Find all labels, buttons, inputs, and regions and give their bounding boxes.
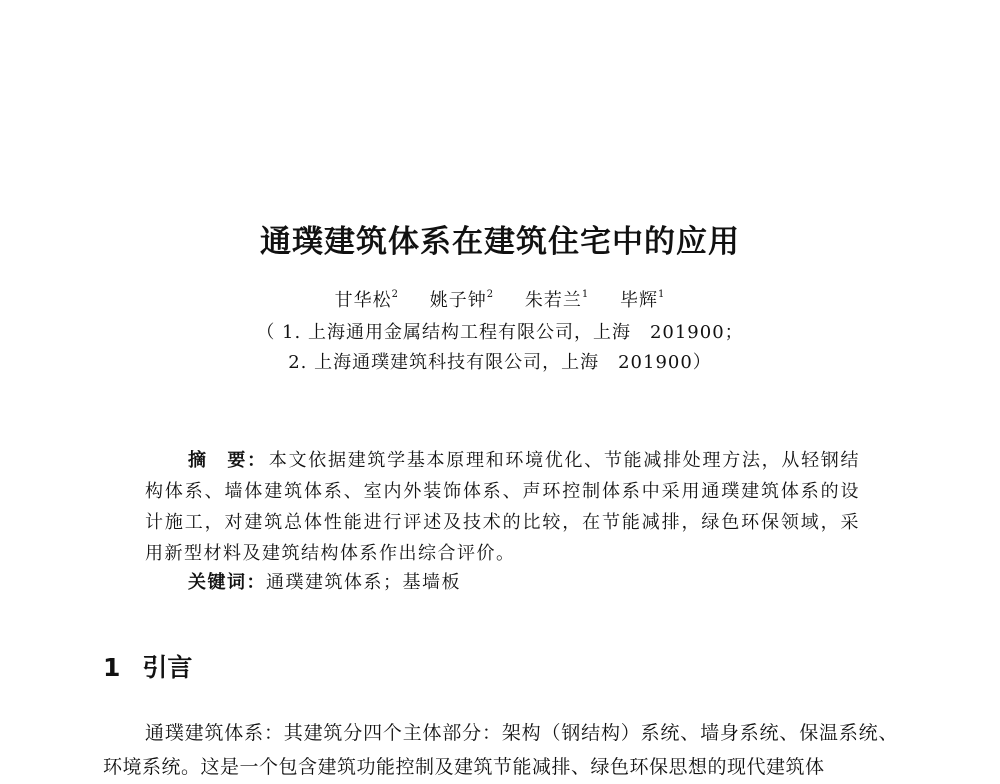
author: 毕辉$^1$ (619, 289, 666, 311)
affiliation-line: （ 1. 上海通用金属结构工程有限公司，上海 201900； (256, 322, 744, 343)
paper-title: 通璞建筑体系在建筑住宅中的应用 (260, 224, 740, 260)
author: 甘华松$^2$ (334, 289, 400, 311)
affiliation-mark: 1 (657, 289, 666, 300)
author: 朱若兰$^1$ (524, 289, 590, 311)
affiliation-mark: 1 (581, 289, 590, 300)
section-heading (103, 648, 192, 684)
abstract-text: 本文依据建筑学基本原理和环境优化、节能减排处理方法，从轻钢结构体系、墙体建筑体系、室内外装饰体系、声环控制体系中采用通璞建筑体系的设计施工，对建筑总体性能进行评述及技术的比较，在节能减排，绿色环保领域，采用新型材料及建筑结构体系作出综合评价。 (145, 450, 861, 564)
abstract (145, 445, 860, 569)
affiliation-mark: 2 (391, 289, 400, 300)
keywords-label: 关键词： (188, 572, 266, 593)
author-list (0, 286, 1000, 312)
abstract-label: 摘 要： (188, 450, 267, 471)
section-title: 引言 (142, 653, 193, 682)
keywords (188, 568, 461, 594)
affiliation-line: 2. 上海通璞建筑科技有限公司，上海 201900） (288, 352, 712, 373)
author: 姚子钟$^2$ (429, 289, 495, 311)
keywords-text: 通璞建筑体系；基墙板 (266, 572, 461, 593)
section-number: 1 (103, 653, 121, 682)
affiliation-mark: 2 (486, 289, 495, 300)
body-paragraph: 通璞建筑体系：其建筑分四个主体部分：架构（钢结构）系统、墙身系统、保温系统、环境系统。这是一个包含建筑功能控制及建筑节能减排、绿色环保思想的现代建筑体 (103, 722, 898, 778)
